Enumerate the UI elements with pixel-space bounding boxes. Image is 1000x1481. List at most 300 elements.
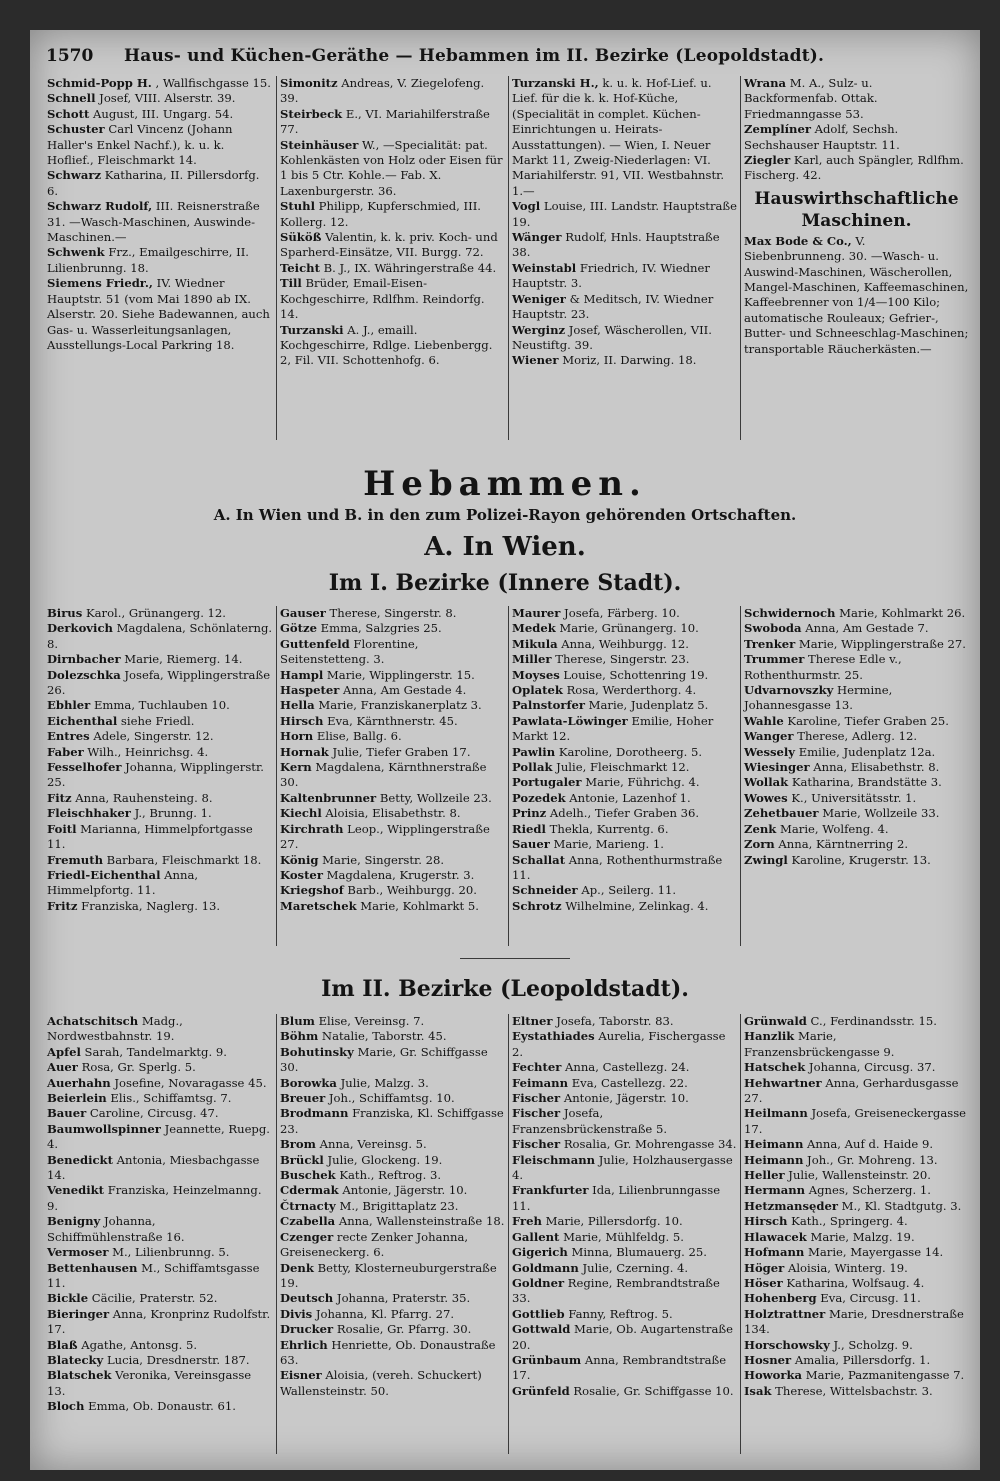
entry-name: Borowka	[280, 1075, 337, 1090]
entry-name: Götze	[280, 621, 317, 636]
entry-name: Venedikt	[47, 1183, 105, 1198]
entry-name: Gottlieb	[512, 1306, 565, 1321]
entry-name: Heimann	[744, 1137, 804, 1152]
directory-entry	[47, 668, 273, 699]
entry-details: Marie, Franziskanerplatz 3.	[314, 698, 482, 713]
directory-entry	[47, 1245, 273, 1260]
directory-entry	[744, 1153, 969, 1168]
column	[508, 76, 740, 440]
entry-details: Josefa, Taborstr. 83.	[552, 1014, 674, 1028]
directory-entry	[47, 760, 273, 791]
directory-entry	[512, 652, 737, 667]
entry-details: Katharina, II. Pillersdorfg. 6.	[47, 168, 260, 198]
entry-name: Hetzmansęder	[744, 1198, 838, 1213]
entry-name: Fremuth	[47, 852, 103, 867]
entry-details: Barb., Weihburgg. 20.	[343, 883, 477, 898]
directory-entry	[744, 683, 969, 714]
entry-name: Sauer	[512, 837, 550, 852]
entry-name: Fischer	[512, 1106, 561, 1121]
entry-name: Schwidernoch	[744, 606, 836, 620]
entry-name: Hehwartner	[744, 1075, 822, 1090]
directory-entry	[47, 791, 273, 806]
entry-details: Andreas, V. Ziegelofeng. 39.	[280, 76, 485, 106]
entry-name: Schneider	[512, 883, 578, 898]
directory-entry	[280, 868, 505, 883]
entry-name: Fesselhofer	[47, 760, 122, 775]
entry-name: Koster	[280, 867, 323, 882]
entry-name: Holztrattner	[744, 1306, 826, 1321]
entry-details: Katharina, Wolfsaug. 4.	[782, 1275, 925, 1290]
directory-entry	[744, 1137, 969, 1152]
directory-entry	[280, 107, 505, 138]
directory-entry	[47, 1153, 273, 1184]
directory-entry	[744, 621, 969, 636]
entry-name: Brodmann	[280, 1106, 349, 1121]
directory-entry	[280, 729, 505, 744]
entry-details: Anna, Am Gestade 4.	[339, 683, 467, 698]
directory-entry	[280, 883, 505, 898]
entry-name: Fitz	[47, 790, 72, 805]
entry-details: Josefine, Novaragasse 45.	[110, 1075, 267, 1090]
entry-name: Siemens Friedr.,	[47, 276, 153, 291]
entry-details: J., Brunng. 1.	[130, 806, 212, 821]
entry-details: Karoline, Dorotheerg. 5.	[555, 744, 703, 759]
directory-page	[30, 30, 980, 1470]
entry-details: Emma, Salzgries 25.	[316, 621, 442, 636]
entry-details: Johanna, Kl. Pfarrg. 27.	[312, 1306, 455, 1321]
entry-name: Wollak	[744, 775, 789, 790]
entry-details: III. Reisnerstraße 31. —Wasch-Maschinen, Auswinde-Maschinen.—	[47, 199, 260, 245]
entry-details: Marie, Dresdnerstraße 134.	[744, 1306, 964, 1337]
directory-entry	[512, 1106, 737, 1137]
directory-entry	[512, 199, 737, 230]
entry-details: Johanna, Schiffmühlenstraße 16.	[47, 1214, 185, 1244]
directory-entry	[47, 1122, 273, 1153]
entry-name: Turzanski H.,	[512, 76, 599, 90]
entry-details: Elis., Schiffamtsg. 7.	[106, 1091, 232, 1106]
entry-name: Beierlein	[47, 1091, 107, 1106]
directory-entry	[280, 1368, 505, 1399]
column	[276, 76, 508, 440]
entry-name: Udvarnovszky	[744, 683, 834, 698]
directory-entry	[47, 1076, 273, 1091]
directory-entry	[280, 199, 505, 230]
entry-details: Marie, Grünangerg. 10.	[555, 621, 699, 636]
directory-entry	[280, 698, 505, 713]
part-a-title: A. In Wien.	[424, 532, 586, 562]
entry-details: Franziska, Naglerg. 13.	[77, 898, 221, 913]
directory-entry	[280, 1153, 505, 1168]
top-listing-columns	[44, 76, 972, 440]
entry-name: Portugaler	[512, 775, 582, 790]
directory-entry	[512, 791, 737, 806]
directory-entry	[47, 1261, 273, 1292]
entry-name: Dolezschka	[47, 667, 121, 682]
entry-name: Derkovich	[47, 621, 113, 636]
entry-name: Süköß	[280, 230, 322, 245]
directory-entry	[744, 1261, 969, 1276]
entry-name: Entres	[47, 729, 90, 744]
entry-name: Hampl	[280, 667, 324, 682]
entry-details: Barbara, Fleischmarkt 18.	[103, 852, 262, 867]
directory-entry	[744, 234, 969, 357]
entry-name: Cdermak	[280, 1183, 339, 1198]
entry-name: Medek	[512, 621, 556, 636]
entry-details: Rosalie, Gr. Pfarrg. 30.	[333, 1322, 472, 1337]
entry-details: Minna, Blumauerg. 25.	[567, 1245, 707, 1260]
directory-entry	[512, 683, 737, 698]
directory-entry	[47, 1338, 273, 1353]
entry-details: Antonie, Jägerstr. 10.	[338, 1183, 468, 1198]
entry-details: Adolf, Sechsh. Sechshauser Hauptstr. 11.	[744, 122, 900, 152]
entry-name: Schmid-Popp H.	[47, 76, 152, 90]
directory-entry	[512, 1183, 737, 1214]
directory-entry	[280, 261, 505, 276]
entry-details: Lucia, Dresdnerstr. 187.	[103, 1352, 250, 1367]
directory-entry	[280, 1230, 505, 1261]
entry-details: , Wallfischgasse 15.	[151, 76, 271, 90]
entry-details: Fanny, Reftrog. 5.	[564, 1306, 673, 1321]
entry-details: J., Scholzg. 9.	[829, 1337, 913, 1352]
entry-details: Thekla, Kurrentg. 6.	[545, 821, 669, 836]
directory-entry	[744, 1106, 969, 1137]
directory-entry	[744, 1384, 969, 1399]
entry-details: Franziska, Kl. Schiffgasse 23.	[280, 1106, 504, 1136]
entry-name: Fleischhaker	[47, 806, 131, 821]
entry-name: Gigerich	[512, 1245, 568, 1260]
entry-details: Emma, Ob. Donaustr. 61.	[84, 1399, 236, 1414]
entry-details: Karol., Grünangerg. 12.	[82, 606, 226, 620]
entry-name: Brom	[280, 1137, 316, 1152]
directory-entry	[744, 76, 969, 122]
directory-entry	[47, 1353, 273, 1368]
entry-name: Kiechl	[280, 806, 322, 821]
entry-details: Katharina, Brandstätte 3.	[788, 775, 942, 790]
entry-details: Josef, Wäscherollen, VII. Neustiftg. 39.	[512, 322, 712, 352]
entry-details: Therese, Wittelsbachstr. 3.	[771, 1383, 933, 1398]
entry-details: M., Brigittaplatz 23.	[335, 1198, 459, 1213]
entry-name: Auer	[47, 1060, 78, 1075]
directory-entry	[280, 1199, 505, 1214]
directory-entry	[512, 1214, 737, 1229]
entry-details: Anna, Rembrandtstraße 17.	[512, 1352, 727, 1383]
directory-entry	[280, 1106, 505, 1137]
entry-details: Marie, Singerstr. 28.	[318, 852, 445, 867]
directory-entry	[512, 1384, 737, 1399]
entry-name: Baumwollspinner	[47, 1121, 161, 1136]
entry-details: M., Schiffamtsgasse 11.	[47, 1260, 260, 1290]
directory-entry	[280, 606, 505, 621]
entry-details: recte Zenker Johanna, Greiseneckerg. 6.	[280, 1229, 469, 1260]
entry-name: Höser	[744, 1275, 783, 1290]
directory-entry	[47, 729, 273, 744]
directory-entry	[280, 1076, 505, 1091]
entry-name: Gauser	[280, 606, 326, 620]
directory-entry	[512, 760, 737, 775]
directory-entry	[280, 1291, 505, 1306]
entry-details: Magdalena, Schönlaterng. 8.	[47, 621, 273, 651]
entry-name: Wahle	[744, 713, 784, 728]
directory-entry	[744, 760, 969, 775]
district-2-title: Im II. Bezirke (Leopoldstadt).	[321, 976, 689, 1002]
entry-details: Rosalie, Gr. Schiffgasse 10.	[569, 1383, 734, 1398]
entry-name: Birus	[47, 606, 83, 620]
column	[740, 606, 972, 946]
directory-entry	[744, 822, 969, 837]
entry-name: Blatecky	[47, 1352, 104, 1367]
entry-name: Höger	[744, 1260, 785, 1275]
entry-details: Therese Edle v., Rothenthurmstr. 25.	[744, 652, 902, 682]
entry-details: M., Kl. Stadtgutg. 3.	[837, 1198, 962, 1213]
entry-details: Johanna, Praterstr. 35.	[333, 1291, 471, 1306]
entry-details: V. Siebenbrunneng. 30. —Wasch- u. Auswind-Maschinen, Wäscherollen, Mangel-Maschinen, Kaffeemaschinen, Kaffeebrenner von 1/4—100 Kilo; automatische Rouleaux; Gefrier-, Butter- und Schneeschlag-Maschinen; transportable Räucherkästen.—	[744, 233, 969, 356]
entry-details: Kath., Reftrog. 3.	[335, 1168, 442, 1183]
column	[44, 76, 276, 440]
entry-details: Marie, Ob. Augartenstraße 20.	[512, 1322, 733, 1352]
entry-name: Ziegler	[744, 153, 791, 168]
directory-entry	[744, 791, 969, 806]
entry-name: Heimann	[744, 1152, 804, 1167]
entry-details: Wilhelmine, Zelinkag. 4.	[561, 898, 709, 913]
entry-details: Elise, Vereinsg. 7.	[314, 1014, 425, 1028]
entry-details: Rosa, Werderthorg. 4.	[562, 683, 697, 698]
entry-details: Rosalia, Gr. Mohrengasse 34.	[560, 1137, 737, 1152]
entry-name: Gallent	[512, 1229, 560, 1244]
entry-name: Palnstorfer	[512, 698, 585, 713]
directory-entry	[512, 899, 737, 914]
directory-entry	[512, 292, 737, 323]
entry-name: Werginz	[512, 322, 566, 337]
directory-entry	[280, 791, 505, 806]
entry-name: Hirsch	[280, 713, 324, 728]
entry-details: Aloisia, (vereh. Schuckert) Wallensteinstr. 50.	[280, 1368, 482, 1398]
entry-details: Florentine, Seitenstetteng. 3.	[280, 636, 419, 667]
directory-entry	[47, 1368, 273, 1399]
entry-details: Marie, Malzg. 19.	[806, 1229, 915, 1244]
entry-details: Karoline, Krugerstr. 13.	[787, 852, 931, 867]
directory-entry	[280, 1014, 505, 1029]
directory-entry	[47, 853, 273, 868]
entry-details: Johanna, Circusg. 37.	[805, 1060, 936, 1075]
directory-entry	[512, 822, 737, 837]
entry-details: Anna, Vereinsg. 5.	[315, 1137, 427, 1152]
entry-name: Zorn	[744, 837, 775, 852]
column	[276, 1014, 508, 1454]
directory-entry	[744, 652, 969, 683]
entry-name: Mikula	[512, 636, 558, 651]
directory-entry	[512, 853, 737, 884]
page-header	[46, 42, 976, 72]
directory-entry	[744, 1338, 969, 1353]
entry-details: Marie, Wolfeng. 4.	[776, 821, 889, 836]
directory-entry	[47, 652, 273, 667]
directory-entry	[744, 1214, 969, 1229]
entry-details: Marie, Riemerg. 14.	[120, 652, 243, 667]
entry-details: siehe Friedl.	[117, 713, 195, 728]
entry-details: Therese, Singerstr. 23.	[551, 652, 690, 667]
entry-name: Ehrlich	[280, 1337, 328, 1352]
entry-details: Agathe, Antonsg. 5.	[77, 1337, 198, 1352]
district-1-columns	[44, 606, 972, 946]
directory-entry	[280, 822, 505, 853]
entry-details: Julie, Tiefer Graben 17.	[328, 744, 471, 759]
entry-name: Schott	[47, 106, 90, 121]
entry-name: Max Bode & Co.,	[744, 233, 852, 248]
entry-details: Betty, Wollzeile 23.	[376, 790, 492, 805]
directory-entry	[47, 806, 273, 821]
entry-details: Julie, Holzhausergasse 4.	[512, 1152, 733, 1183]
entry-details: Anna, Rothenthurmstraße 11.	[512, 852, 723, 882]
directory-entry	[280, 637, 505, 668]
entry-name: Grünfeld	[512, 1383, 570, 1398]
column	[740, 1014, 972, 1454]
entry-name: Hosner	[744, 1352, 792, 1367]
entry-details: Anna, Wallensteinstraße 18.	[335, 1214, 505, 1229]
entry-details: Franziska, Heinzelmanng. 9.	[47, 1183, 262, 1213]
entry-name: Grünwald	[744, 1014, 807, 1028]
entry-details: Louise, III. Landstr. Hauptstraße 19.	[512, 199, 738, 229]
entry-details: k. u. k. Hof-Lief. u. Lief. für die k. k. Hof-Küche, (Specialität in complet. Küchen-Einrichtungen u. Heirats-Ausstattungen). — Wien, I. Neuer Markt 11, Zweig-Niederlagen: VI. Mariahilferstr. 91, VII. Westbahnstr. 1.—	[512, 76, 725, 198]
entry-name: Hirsch	[744, 1214, 788, 1229]
directory-entry	[512, 745, 737, 760]
entry-details: Elise, Ballg. 6.	[313, 729, 402, 744]
page-number: 1570	[46, 46, 94, 66]
entry-details: Marie, Pazmanitengasse 7.	[802, 1368, 965, 1383]
entry-details: Anna, Gerhardusgasse 27.	[744, 1075, 959, 1106]
entry-name: Heilmann	[744, 1106, 808, 1121]
entry-name: Maurer	[512, 606, 561, 620]
directory-entry	[47, 698, 273, 713]
entry-name: Bauer	[47, 1106, 87, 1121]
entry-name: Weinstabl	[512, 260, 577, 275]
entry-details: Wilh., Heinrichsg. 4.	[83, 744, 209, 759]
directory-entry	[744, 745, 969, 760]
entry-details: Josefa, Franzensbrückenstraße 5.	[512, 1106, 668, 1136]
entry-details: M., Lilienbrunng. 5.	[108, 1245, 230, 1260]
directory-entry	[47, 606, 273, 621]
directory-entry	[47, 245, 273, 276]
entry-name: Benigny	[47, 1214, 101, 1229]
entry-details: Marie, Wipplingerstr. 15.	[323, 667, 475, 682]
entry-name: Fischer	[512, 1091, 561, 1106]
entry-name: Wiener	[512, 353, 559, 368]
entry-details: Amalia, Pillersdorfg. 1.	[791, 1352, 931, 1367]
entry-details: Aloisia, Elisabethstr. 8.	[321, 806, 461, 821]
entry-details: Emilie, Judenplatz 12a.	[795, 744, 936, 759]
directory-entry	[47, 168, 273, 199]
entry-name: Czabella	[280, 1214, 336, 1229]
directory-entry	[280, 1091, 505, 1106]
entry-details: Antonia, Miesbachgasse 14.	[47, 1152, 260, 1183]
entry-name: Zwingl	[744, 852, 788, 867]
entry-details: Adele, Singerstr. 12.	[89, 729, 214, 744]
entry-details: Julie, Fleischmarkt 12.	[552, 760, 690, 775]
directory-entry	[280, 760, 505, 791]
entry-details: Sarah, Tandelmarktg. 9.	[80, 1044, 227, 1059]
directory-entry	[512, 883, 737, 898]
entry-name: Breuer	[280, 1091, 326, 1106]
directory-entry	[280, 1168, 505, 1183]
entry-name: Fischer	[512, 1137, 561, 1152]
entry-details: Henriette, Ob. Donaustraße 63.	[280, 1337, 496, 1367]
entry-details: Cäcilie, Praterstr. 52.	[88, 1291, 218, 1306]
entry-details: Anna, Castellezg. 24.	[561, 1060, 690, 1075]
directory-entry	[47, 822, 273, 853]
entry-details: Frz., Emailgeschirre, II. Lilienbrunng. 18.	[47, 245, 249, 275]
entry-name: Maretschek	[280, 898, 357, 913]
entry-details: K., Universitätsstr. 1.	[787, 790, 917, 805]
entry-name: Hanzlik	[744, 1029, 795, 1044]
entry-details: Marie, Judenplatz 5.	[584, 698, 709, 713]
directory-entry	[744, 714, 969, 729]
entry-name: Hlawacek	[744, 1229, 807, 1244]
category-heading: Hauswirthschaftliche Maschinen.	[754, 188, 959, 231]
entry-details: Friedrich, IV. Wiedner Hauptstr. 3.	[512, 260, 710, 291]
directory-entry	[280, 714, 505, 729]
entry-details: Antonie, Lazenhof 1.	[565, 790, 691, 805]
entry-name: Simonitz	[280, 76, 338, 90]
directory-entry	[512, 837, 737, 852]
entry-name: Horschowsky	[744, 1337, 830, 1352]
directory-entry	[744, 1029, 969, 1060]
entry-details: Marie, Franzensbrückengasse 9.	[744, 1029, 895, 1059]
column	[44, 1014, 276, 1454]
directory-entry	[47, 714, 273, 729]
directory-entry	[512, 230, 737, 261]
column	[276, 606, 508, 946]
entry-name: Goldner	[512, 1275, 565, 1290]
entry-details: Kath., Springerg. 4.	[787, 1214, 908, 1229]
directory-entry	[47, 1106, 273, 1121]
directory-entry	[280, 668, 505, 683]
entry-details: Antonie, Jägerstr. 10.	[560, 1091, 689, 1106]
directory-entry	[280, 621, 505, 636]
entry-name: Hohenberg	[744, 1291, 817, 1306]
entry-name: Hofmann	[744, 1245, 805, 1260]
entry-name: Blatschek	[47, 1368, 112, 1383]
directory-entry	[47, 199, 273, 245]
entry-details: Natalie, Taborstr. 45.	[318, 1029, 447, 1044]
directory-entry	[512, 606, 737, 621]
entry-name: Stuhl	[280, 199, 315, 214]
entry-name: Pollak	[512, 760, 553, 775]
entry-name: Ebhler	[47, 698, 91, 713]
directory-entry	[280, 745, 505, 760]
entry-name: Miller	[512, 652, 552, 667]
directory-entry	[512, 1060, 737, 1075]
entry-details: E., VI. Mariahilferstraße 77.	[280, 106, 490, 137]
entry-details: Aurelia, Fischergasse 2.	[512, 1029, 726, 1059]
entry-details: Aloisia, Winterg. 19.	[784, 1260, 908, 1275]
entry-details: Karl, auch Spängler, Rdlfhm. Fischerg. 42.	[744, 153, 964, 183]
entry-name: Čtrnacty	[280, 1198, 336, 1213]
entry-details: Anna, Elisabethstr. 8.	[809, 760, 940, 775]
directory-entry	[512, 698, 737, 713]
entry-name: Moyses	[512, 667, 560, 682]
entry-name: Schrotz	[512, 898, 562, 913]
entry-details: Emilie, Hoher Markt 12.	[512, 713, 714, 744]
entry-name: Prinz	[512, 806, 547, 821]
entry-details: Karoline, Tiefer Graben 25.	[783, 713, 949, 728]
entry-details: Anna, Weihburgg. 12.	[557, 636, 689, 651]
directory-entry	[47, 1291, 273, 1306]
entry-name: Fritz	[47, 898, 78, 913]
directory-entry	[744, 637, 969, 652]
directory-entry	[47, 107, 273, 122]
entry-details: Jeannette, Ruepg. 4.	[47, 1121, 270, 1152]
entry-details: Philipp, Kupferschmied, III. Kollerg. 12.	[280, 199, 481, 229]
entry-details: Ida, Lilienbrunngasse 11.	[512, 1183, 721, 1213]
